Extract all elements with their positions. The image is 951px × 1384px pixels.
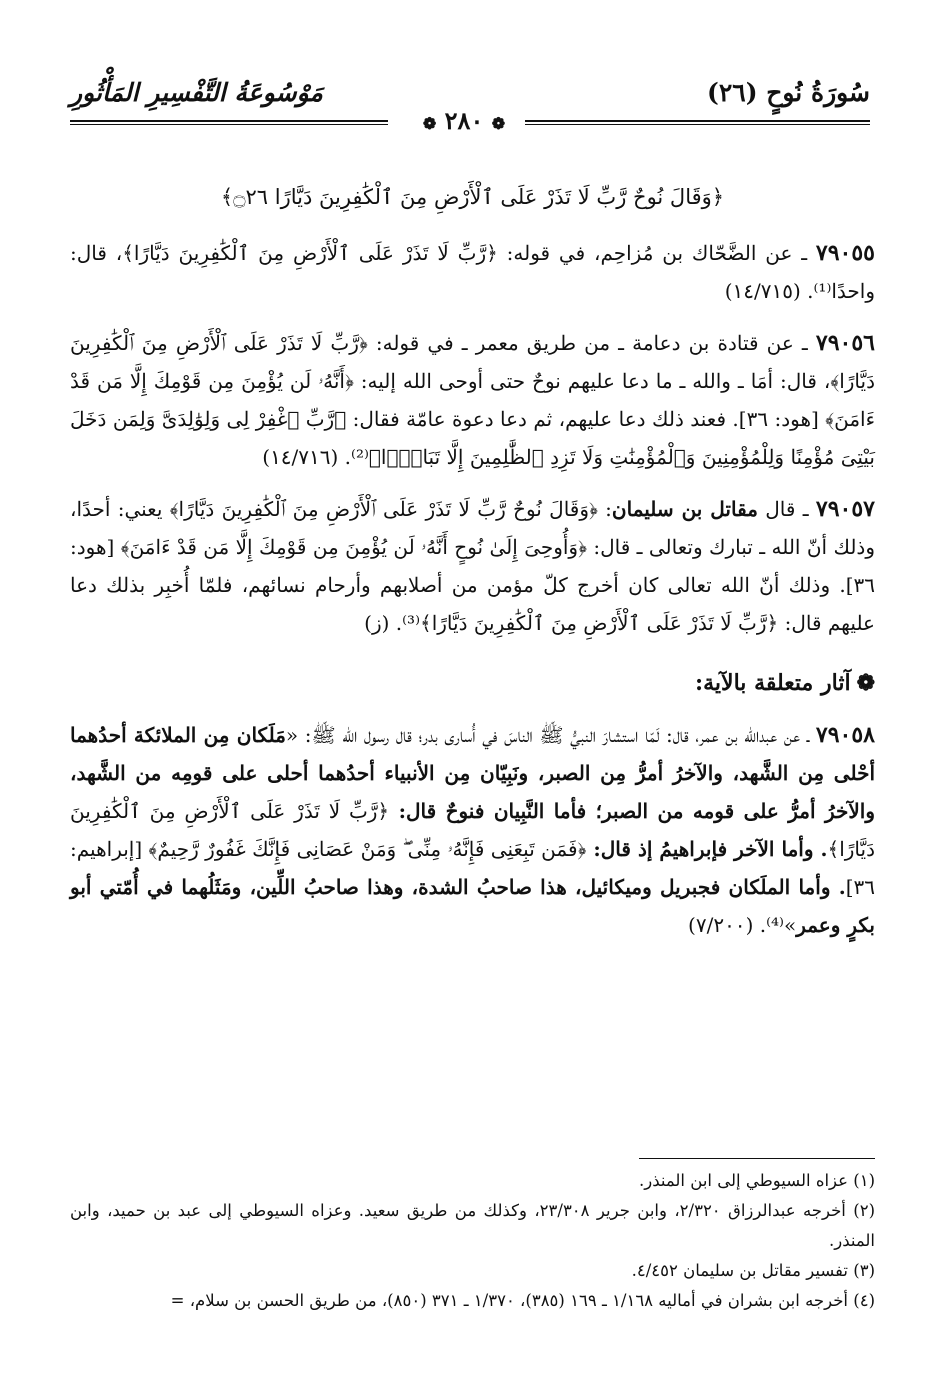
footnote: (٤) أخرجه ابن بشران في أماليه ١/١٦٨ ـ ١٦٩ (٣٨٥)، ١/٣٧٠ ـ ٣٧١ (٨٥٠)، من طريق الحسن بن سلام، = <box>170 1291 875 1310</box>
narration <box>70 490 875 642</box>
quran-reference: [إبراهيم: ٣٦] <box>70 837 875 899</box>
ornament-icon: ❁ <box>491 114 506 133</box>
page-number-value: ٢٨٠ <box>444 106 484 135</box>
narration-text: ـ عن قتادة بن دعامة ـ من طريق معمر ـ في قوله: ﴿رَّبِّ لَا تَذَرْ عَلَى ٱلْأَرْضِ مِنَ ٱلْكَٰفِرِينَ دَيَّارًا﴾، قال: أمَا ـ والله ـ ما دعا عليهم نوحٌ حتى أوحى الله إليه: ﴿أَنَّهُۥ لَن يُؤْمِنَ مِن قَوْمِكَ إِلَّا مَن قَدْ ءَامَنَ﴾ [هود: ٣٦]. فعند ذلك دعا عليهم، ثم دعا دعوة عامّة فقال: ﴿رَّبِّ ٱغْفِرْ لِى وَلِوَٰلِدَىَّ وَلِمَن دَخَلَ بَيْتِىَ مُؤْمِنًا وَلِلْمُؤْمِنِينَ وَٱلْمُؤْمِنَٰتِ وَلَا تَزِدِ ٱلظَّٰلِمِينَ إِلَّا تَبَارًۢا﴾⁽²⁾. (١٤/٧١٦) <box>70 331 875 469</box>
book-title: مَوْسُوعَةُ التَّفْسِيرِ المَأْثُورِ <box>70 78 323 107</box>
narration-number: ٧٩٠٥٧ <box>815 496 875 522</box>
narration <box>70 234 875 310</box>
narration-text-before: ـ قال <box>757 497 816 521</box>
header-rule-right-thin <box>525 124 870 125</box>
main-text <box>70 178 875 958</box>
hadith-text: . وأما الآخر فإبراهيمُ إذ قال: <box>586 837 828 861</box>
hadith-text: . وأما الملَكان فجبريل وميكائيل، هذا صاحبُ الشدة، وهذا صاحبُ اللِّين، ومَثَلُهما في أُمّتي أبو بكرٍ وعمر <box>70 875 875 937</box>
quran-quote: ﴿رَّبِّ لَا تَذَرْ عَلَى ٱلْأَرْضِ مِنَ ٱلْكَٰفِرِينَ دَيَّارًا﴾ <box>70 799 875 861</box>
quran-quote: ﴿فَمَن تَبِعَنِى فَإِنَّهُۥ مِنِّى ۖ وَمَنْ عَصَانِى فَإِنَّكَ غَفُورٌ رَّحِيمٌ﴾ <box>148 837 587 861</box>
narration-text: ـ عن عبدالله بن عمر، قال: لَمّا استشارَ النبيُّ ﷺ الناسَ في أُسارى بدر؛ قال رسول الله ﷺ: « <box>285 723 816 747</box>
page-number <box>405 106 523 135</box>
narration <box>70 716 875 944</box>
header-rule-left <box>70 120 388 122</box>
footnotes <box>70 1166 875 1316</box>
hadith-text: مَلَكان مِن الملائكة أحدُهما أحْلى مِن الشَّهد، والآخرُ أمرُّ مِن الصبر، ونَبِيّان مِن الأنبياء أحدُهما أحلى على قومِه من الشَّهد، والآخرُ أمرُّ على قومه من الصبر؛ فأما النَّبِيان فنوحٌ قال: <box>70 723 875 823</box>
narration-text: ـ عن الضَّحّاك بن مُزاحِم، في قوله: ﴿رَّبِّ لَا تَذَرْ عَلَى ٱلْأَرْضِ مِنَ ٱلْكَٰفِرِينَ دَيَّارًا﴾، قال: واحدًا⁽¹⁾. (١٤/٧١٥) <box>70 241 875 303</box>
narration-text: : ﴿وَقَالَ نُوحٌ رَّبِّ لَا تَذَرْ عَلَى ٱلْأَرْضِ مِنَ ٱلْكَٰفِرِينَ دَيَّارًا﴾ يعني: أحدًا، وذلك أنّ الله ـ تبارك وتعالى ـ قال: ﴿وَأُوحِىَ إِلَىٰ نُوحٍ أَنَّهُۥ لَن يُؤْمِنَ مِن قَوْمِكَ إِلَّا مَن قَدْ ءَامَنَ﴾ [هود: ٣٦]. وذلك أنّ الله تعالى كان أخرج كلّ مؤمن من أصلابهم وأرحام نسائهم، فلمّا أُخبِر بذلك دعا عليهم قال: ﴿رَّبِّ لَا تَذَرْ عَلَى ٱلْأَرْضِ مِنَ ٱلْكَٰفِرِينَ دَيَّارًا﴾⁽³⁾. (ز) <box>70 497 875 635</box>
flower-ornament-icon: ❁ <box>856 670 875 696</box>
narrator-name: مقاتل بن سليمان <box>611 497 758 521</box>
surah-title: سُورَةُ نُوحٍ (٢٦) <box>707 78 870 107</box>
section-title: آثار متعلقة بالآية: <box>695 670 851 696</box>
narration-number: ٧٩٠٥٨ <box>815 722 875 748</box>
narration <box>70 324 875 476</box>
footnote: (١) عزاه السيوطي إلى ابن المنذر. <box>639 1171 875 1190</box>
footnote: (٣) تفسير مقاتل بن سليمان ٤/٤٥٢. <box>631 1261 875 1280</box>
running-header <box>70 78 870 135</box>
narration-number: ٧٩٠٥٦ <box>815 330 875 356</box>
ornament-icon: ❁ <box>422 114 437 133</box>
verse-heading: ﴿وَقَالَ نُوحٌ رَّبِّ لَا تَذَرْ عَلَى ٱلْأَرْضِ مِنَ ٱلْكَٰفِرِينَ دَيَّارًا ۝٢٦﴾ <box>220 185 725 209</box>
footnote-divider <box>639 1158 875 1159</box>
section-heading <box>70 664 875 702</box>
footnote: (٢) أخرجه عبدالرزاق ٢/٣٢٠، وابن جرير ٢٣/٣٠٨، وكذلك من طريق سعيد. وعزاه السيوطي إلى عبد بن حميد، وابن المنذر. <box>70 1201 875 1250</box>
header-rule-right <box>525 120 870 122</box>
narration-number: ٧٩٠٥٥ <box>815 240 875 266</box>
header-rule-left-thin <box>70 124 388 125</box>
narration-end: »⁽⁴⁾. (٧/٢٠٠) <box>688 913 797 937</box>
